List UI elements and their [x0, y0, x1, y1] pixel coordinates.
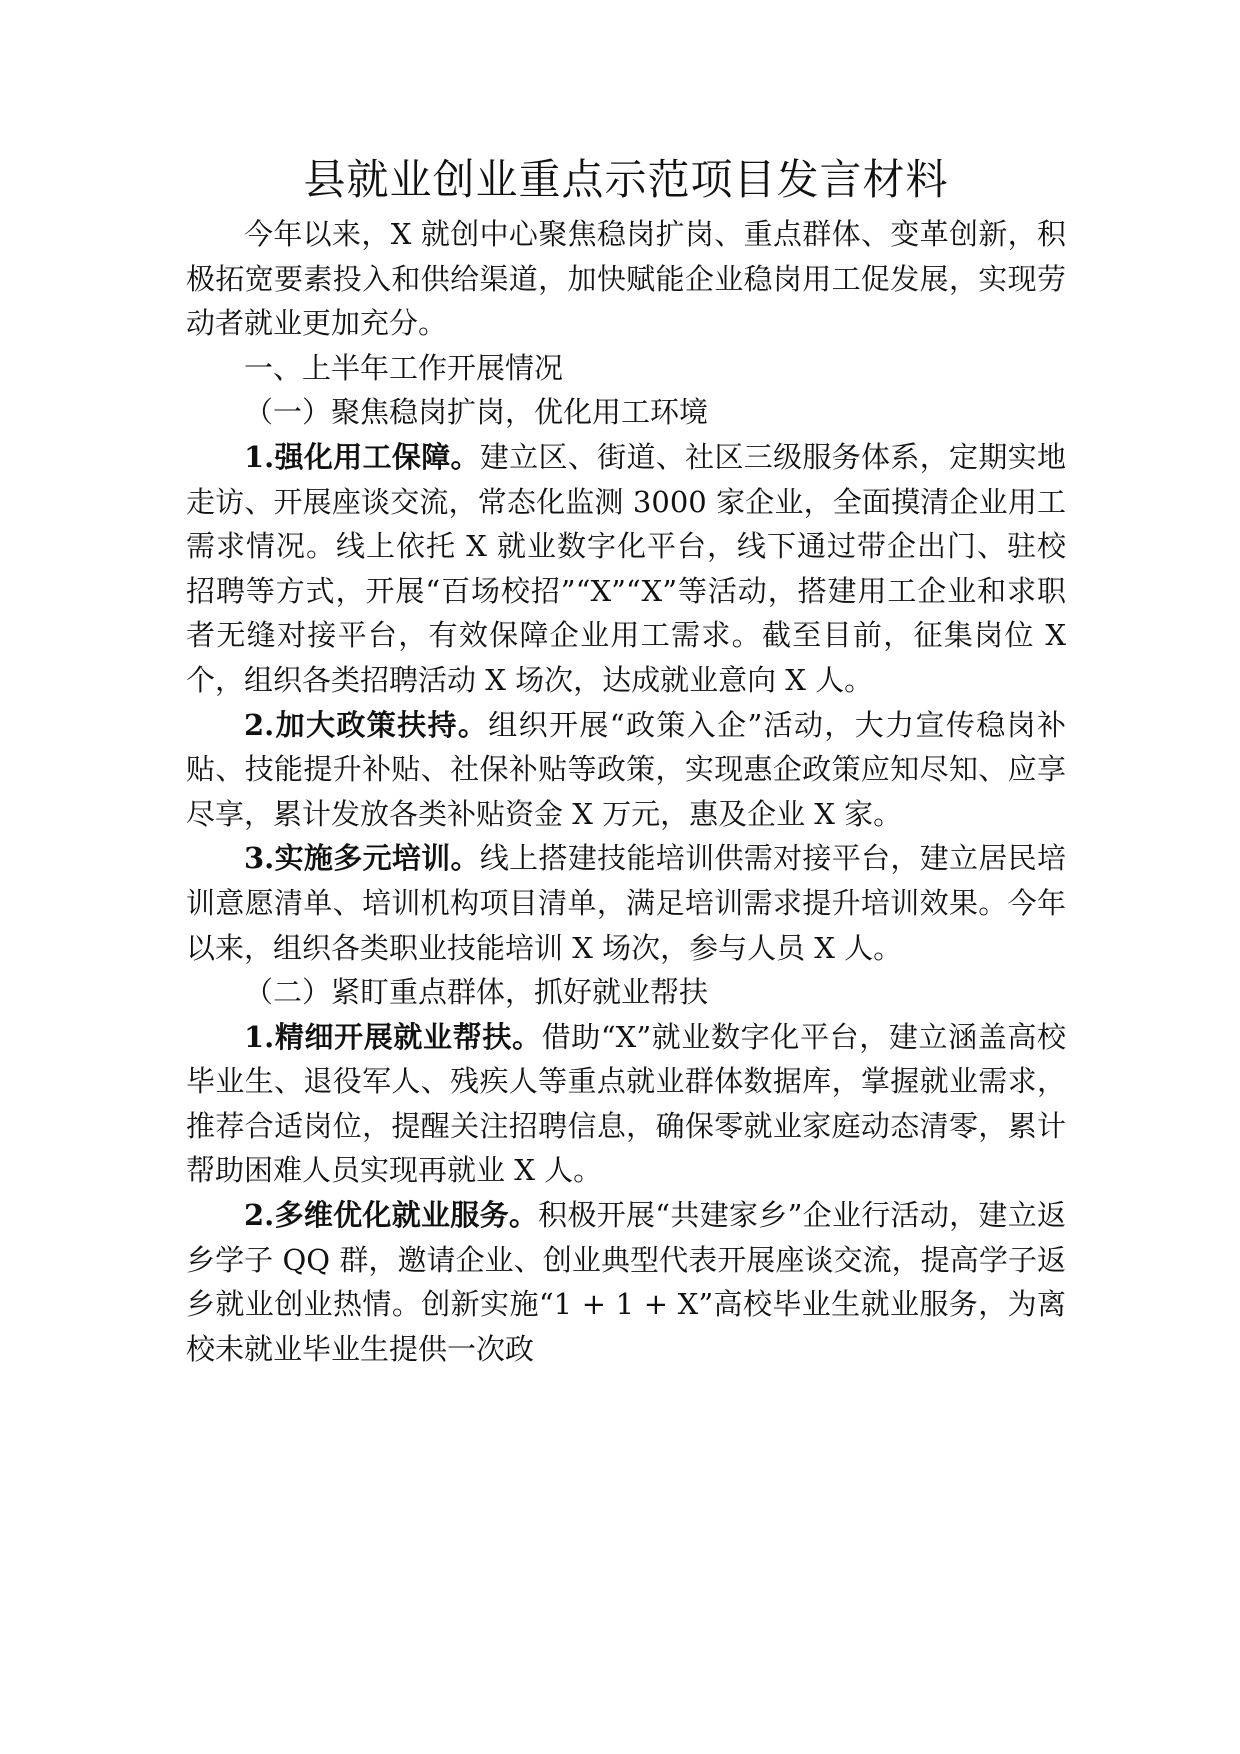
intro-paragraph: 今年以来，X 就创中心聚焦稳岗扩岗、重点群体、变革创新，积极拓宽要素投入和供给渠道，加快赋能企业稳岗用工促发展，实现劳动者就业更加充分。	[186, 217, 1066, 341]
item-lead: 2.加大政策扶持。	[244, 707, 489, 742]
item-paragraph	[186, 1193, 1066, 1371]
item-lead: 1.强化用工保障。	[244, 439, 480, 474]
item-text: 积极开展“共建家乡”企业行活动，建立返乡学子 QQ 群，邀请企业、创业典型代表开展座谈交流，提高学子返乡就业创业热情。创新实施“1 + 1 + X”高校毕业生就业服务，为离校未就业毕业生提供一次政	[186, 1198, 1066, 1366]
item-paragraph	[186, 435, 1066, 703]
item-paragraph	[186, 836, 1066, 970]
document-title: 县就业创业重点示范项目发言材料	[303, 155, 949, 204]
subsection-heading-1: （一）聚焦稳岗扩岗，优化用工环境	[244, 395, 709, 430]
item-paragraph	[186, 1015, 1066, 1193]
item-lead: 2.多维优化就业服务。	[244, 1198, 539, 1233]
item-paragraph	[186, 703, 1066, 837]
document-page	[186, 150, 1066, 1371]
section-heading-1: 一、上半年工作开展情况	[244, 350, 564, 385]
item-lead: 3.实施多元培训。	[244, 841, 480, 876]
subsection-heading-2: （二）紧盯重点群体，抓好就业帮扶	[244, 975, 709, 1010]
item-lead: 1.精细开展就业帮扶。	[244, 1019, 542, 1054]
item-text: 借助“X”就业数字化平台，建立涵盖高校毕业生、退役军人、残疾人等重点就业群体数据库，掌握就业需求，推荐合适岗位，提醒关注招聘信息，确保零就业家庭动态清零，累计帮助困难人员实现再就业 X 人。	[186, 1019, 1066, 1188]
item-text: 组织开展“政策入企”活动，大力宣传稳岗补贴、技能提升补贴、社保补贴等政策，实现惠企政策应知尽知、应享尽享，累计发放各类补贴资金 X 万元，惠及企业 X 家。	[186, 707, 1066, 831]
item-text: 线上搭建技能培训供需对接平台，建立居民培训意愿清单、培训机构项目清单，满足培训需求提升培训效果。今年以来，组织各类职业技能培训 X 场次，参与人员 X 人。	[186, 841, 1066, 965]
item-text: 建立区、街道、社区三级服务体系，定期实地走访、开展座谈交流，常态化监测 3000 家企业，全面摸清企业用工需求情况。线上依托 X 就业数字化平台，线下通过带企出门、驻校招聘等方式，开展“百场校招”“X”“X”等活动，搭建用工企业和求职者无缝对接平台，有效保障企业用工需求。截至目前，征集岗位 X 个，组织各类招聘活动 X 场次，达成就业意向 X 人。	[186, 439, 1066, 697]
